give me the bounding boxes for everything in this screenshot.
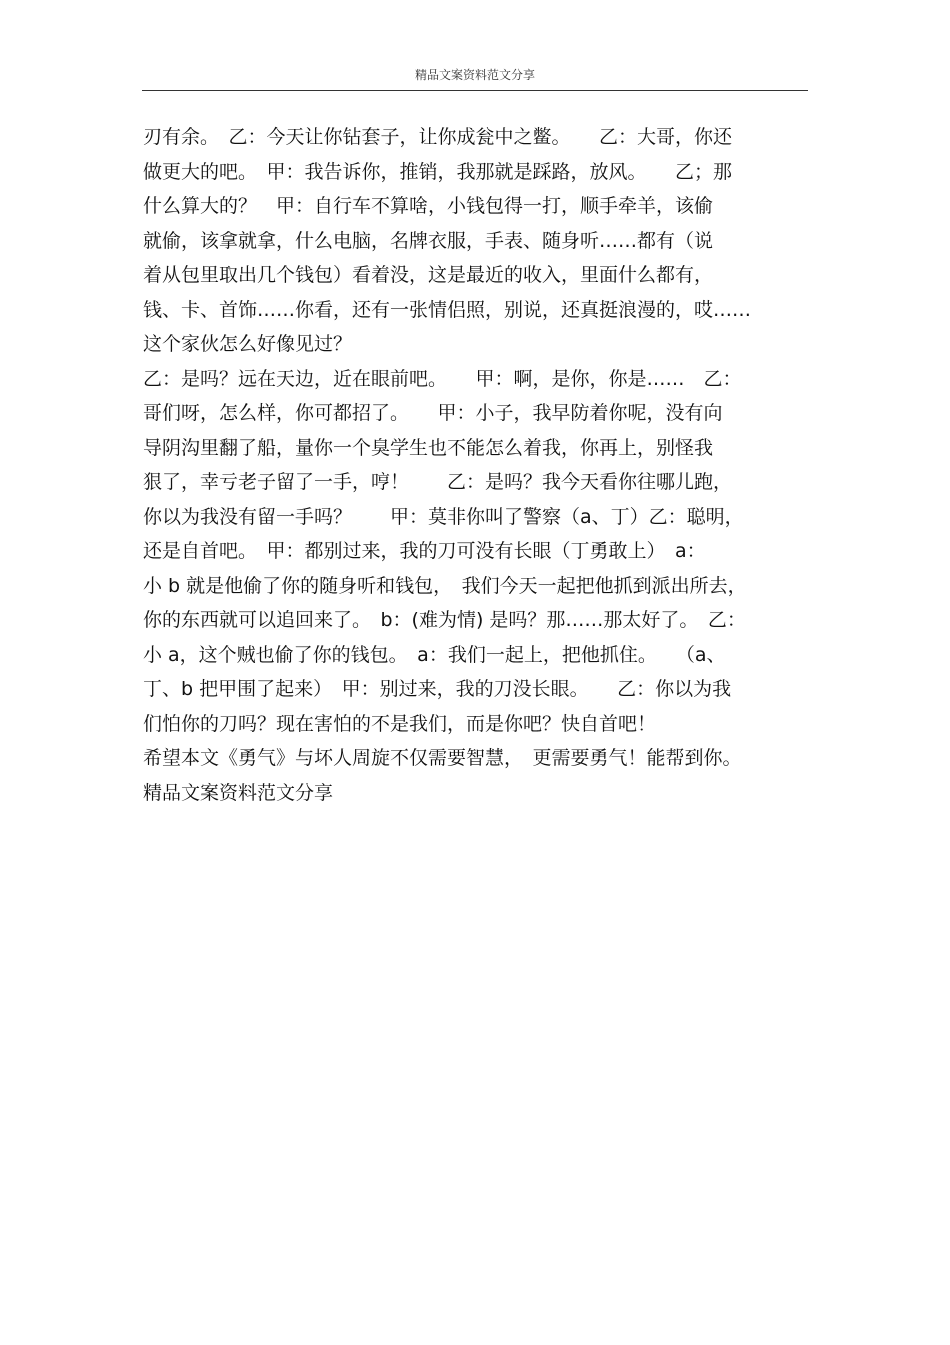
text-line: 着从包里取出几个钱包）看着没，这是最近的收入，里面什么都有， [143,264,714,286]
text-line: 乙：是吗？远在天边，近在眼前吧。 甲：啊，是你，你是…… 乙： [143,367,742,390]
text-line: 们怕你的刀吗？现在害怕的不是我们，而是你吧？快自首吧！ [143,712,657,735]
footer-text: 精品文案资料范文分享 [143,781,334,804]
text-line: 这个家伙怎么好像见过？ [143,333,353,355]
text-line: 还是自首吧。 甲：都别过来，我的刀可没有长眼（丁勇敢上） a： [143,540,706,562]
text-line: 哥们呀，怎么样，你可都招了。 甲：小子，我早防着你呢，没有向 [143,402,723,424]
text-line: 希望本文《勇气》与坏人周旋不仅需要智慧， 更需要勇气！能帮到你。 [143,747,742,769]
text-line: 就偷，该拿就拿，什么电脑，名牌衣服，手表、随身听……都有（说 [143,229,714,252]
text-line: 你的东西就可以追回来了。 b：(难为情) 是吗？那……那太好了。 乙： [143,609,746,631]
text-line: 小 a，这个贼也偷了你的钱包。 a：我们一起上，把他抓住。 （a、 [143,643,726,666]
text-line: 什么算大的？ 甲：自行车不算啥，小钱包得一打，顺手牵羊，该偷 [143,195,714,217]
document-body [143,120,823,810]
text-line: 狠了，幸亏老子留了一手，哼！ 乙：是吗？我今天看你往哪儿跑， [143,471,733,493]
text-line: 丁、b 把甲围了起来） 甲：别过来，我的刀没长眼。 乙：你以为我 [143,678,732,700]
text-line: 刃有余。 乙：今天让你钻套子，让你成瓮中之鳖。 乙：大哥，你还 [143,126,733,148]
text-line: 小 b 就是他偷了你的随身听和钱包， 我们今天一起把他抓到派出所去， [143,574,747,597]
header-divider [142,90,808,91]
text-line: 钱、卡、首饰……你看，还有一张情侣照，别说，还真挺浪漫的，哎…… [143,298,752,321]
text-line: 导阴沟里翻了船，量你一个臭学生也不能怎么着我，你再上，别怪我 [143,436,714,459]
page-header: 精品文案资料范文分享 [414,68,535,82]
text-line: 你以为我没有留一手吗？ 甲：莫非你叫了警察（a、丁）乙：聪明， [143,505,744,528]
text-line: 做更大的吧。 甲：我告诉你，推销，我那就是踩路，放风。 乙；那 [143,160,733,183]
